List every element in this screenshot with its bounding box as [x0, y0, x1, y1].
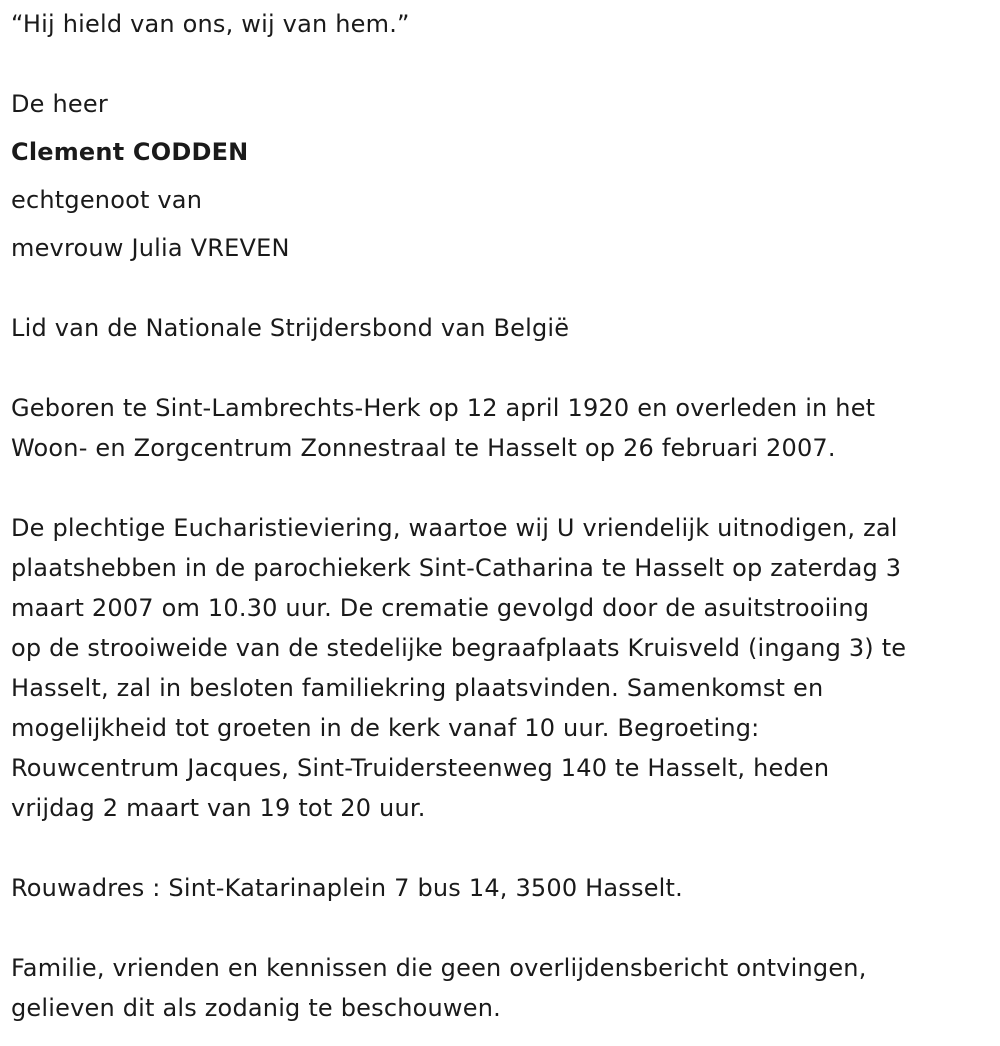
relation: echtgenoot van [11, 186, 203, 214]
membership: Lid van de Nationale Strijdersbond van België [11, 314, 570, 342]
title-prefix: De heer [11, 90, 108, 118]
paragraph-line: gelieven dit als zodanig te beschouwen. [11, 994, 501, 1022]
paragraph-line: op de strooiweide van de stedelijke begraafplaats Kruisveld (ingang 3) te [11, 634, 907, 662]
paragraph-line: Hasselt, zal in besloten familiekring plaatsvinden. Samenkomst en [11, 674, 824, 702]
paragraph-line: De plechtige Eucharistieviering, waartoe wij U vriendelijk uitnodigen, zal [11, 514, 898, 542]
mourning-address: Rouwadres : Sint-Katarinaplein 7 bus 14, 3500 Hasselt. [11, 874, 683, 902]
spouse-name: mevrouw Julia VREVEN [11, 234, 290, 262]
paragraph-line: maart 2007 om 10.30 uur. De crematie gevolgd door de asuitstrooiing [11, 594, 870, 622]
deceased-name: Clement CODDEN [11, 138, 249, 166]
paragraph-line: Woon- en Zorgcentrum Zonnestraal te Hasselt op 26 februari 2007. [11, 434, 836, 462]
paragraph-line: plaatshebben in de parochiekerk Sint-Catharina te Hasselt op zaterdag 3 [11, 554, 902, 582]
paragraph-line: vrijdag 2 maart van 19 tot 20 uur. [11, 794, 426, 822]
paragraph-line: Rouwcentrum Jacques, Sint-Truidersteenweg 140 te Hasselt, heden [11, 754, 830, 782]
paragraph-line: mogelijkheid tot groeten in de kerk vanaf 10 uur. Begroeting: [11, 714, 760, 742]
paragraph-line: Familie, vrienden en kennissen die geen overlijdensbericht ontvingen, [11, 954, 867, 982]
motto: “Hij hield van ons, wij van hem.” [11, 10, 410, 38]
paragraph-line: Geboren te Sint-Lambrechts-Herk op 12 april 1920 en overleden in het [11, 394, 876, 422]
